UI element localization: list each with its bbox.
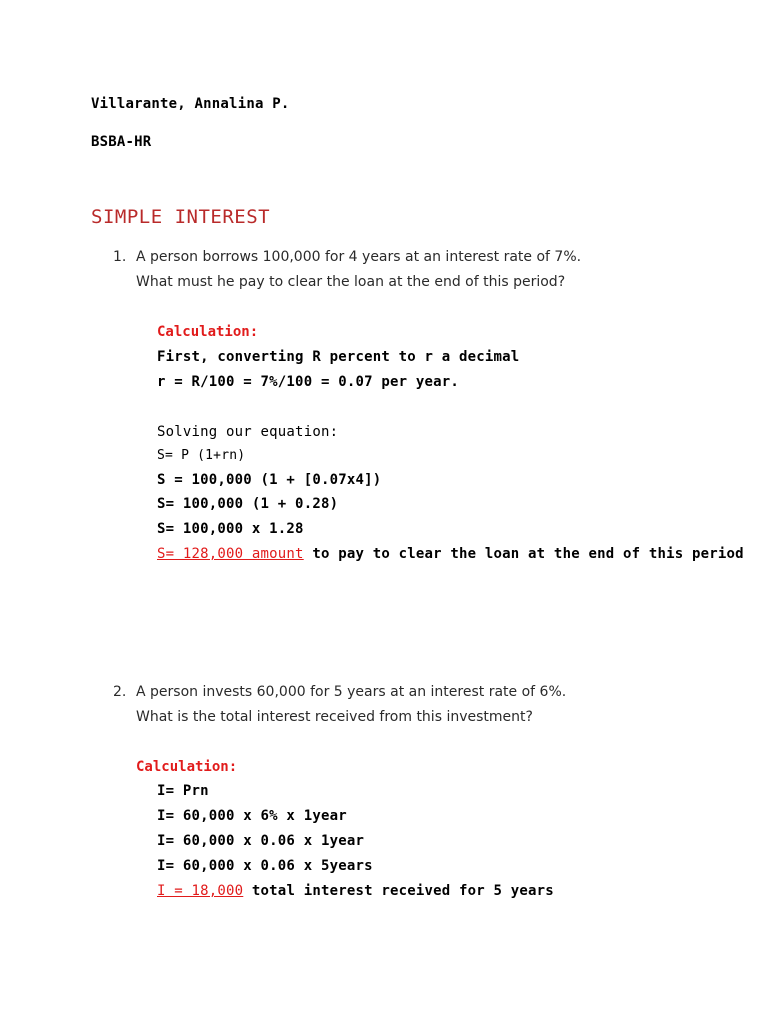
author-name: Villarante, Annalina P. [91,96,290,112]
problem-2-calculation-label: Calculation: [136,759,238,775]
problem-2-step: I= 60,000 x 0.06 x 1year [157,833,365,849]
problem-2-question-line-1: A person invests 60,000 for 5 years at an interest rate of 6%. [136,684,567,700]
problem-2-question-line-2: What is the total interest received from this investment? [136,709,533,725]
problem-1-step: First, converting R percent to r a decimal [157,349,520,365]
problem-1-step: S= 100,000 (1 + 0.28) [157,496,339,512]
problem-2-answer-highlight: I = 18,000 [157,883,244,899]
problem-2-step: I= Prn [157,783,209,799]
problem-1-calculation-label: Calculation: [157,324,259,340]
problem-1-step: S = 100,000 (1 + [0.07x4]) [157,472,382,488]
problem-1-number: 1. [113,249,127,265]
problem-1-question-line-1: A person borrows 100,000 for 4 years at an interest rate of 7%. [136,249,582,265]
problem-2-number: 2. [113,684,127,700]
problem-1-step: r = R/100 = 7%/100 = 0.07 per year. [157,374,460,390]
problem-2-step: I= 60,000 x 0.06 x 5years [157,858,373,874]
section-title: SIMPLE INTEREST [91,206,271,228]
problem-2-answer-rest: total interest received for 5 years [243,883,554,899]
problem-1-answer [157,546,744,562]
problem-1-formula: S= P (1+rn) [157,448,246,463]
problem-2-answer [157,883,554,899]
author-course: BSBA-HR [91,134,152,150]
problem-1-question-line-2: What must he pay to clear the loan at the end of this period? [136,274,566,290]
problem-2-step: I= 60,000 x 6% x 1year [157,808,347,824]
problem-1-step: S= 100,000 x 1.28 [157,521,304,537]
problem-1-solving-label: Solving our equation: [157,424,339,440]
problem-1-answer-rest: to pay to clear the loan at the end of this period [303,546,744,562]
problem-1-answer-highlight: S= 128,000 amount [157,546,304,562]
